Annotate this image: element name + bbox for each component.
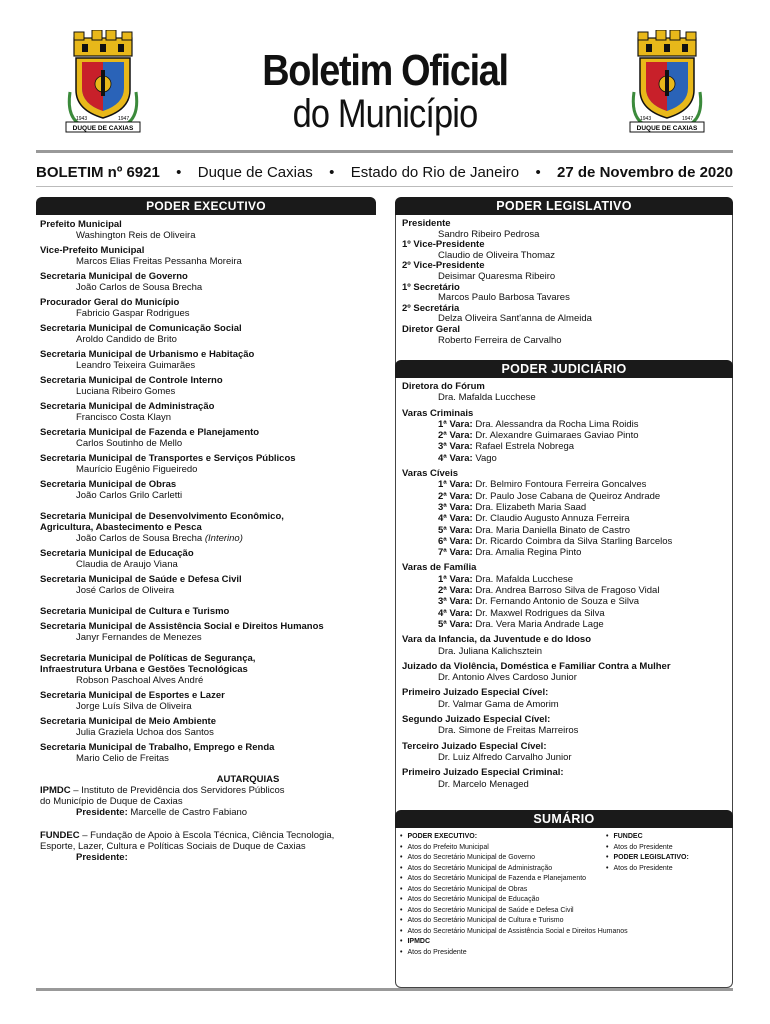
vara-judge: Dra. Mafalda Lucchese bbox=[472, 573, 574, 585]
entry-name bbox=[40, 386, 376, 397]
executivo-entry bbox=[40, 271, 376, 293]
separator: • bbox=[535, 163, 541, 181]
crown-icon bbox=[74, 30, 132, 56]
entry-role-continued: Agricultura, Abastecimento e Pesca bbox=[40, 522, 202, 533]
sumario-heading: SUMÁRIO bbox=[395, 810, 733, 828]
entry-name-text: João Carlos de Sousa Brecha bbox=[76, 282, 203, 293]
entry-name bbox=[40, 308, 376, 319]
vara-number: 4ª Vara: bbox=[438, 452, 473, 464]
president-label: Presidente: bbox=[76, 852, 128, 863]
vara-number: 2ª Vara: bbox=[438, 490, 473, 502]
fundec-abbr: FUNDEC bbox=[40, 830, 80, 841]
sumario-item-text: Atos do Secretário Municipal de Saúde e Defesa Civil bbox=[407, 906, 574, 914]
bullet-icon: • bbox=[606, 833, 609, 840]
court-judge: Dr. Valmar Gama de Amorim bbox=[438, 698, 559, 710]
ipmdc-abbr: IPMDC bbox=[40, 785, 71, 796]
entry-name-text: Jorge Luís Silva de Oliveira bbox=[76, 701, 192, 712]
entry-role: Secretaria Municipal de Administração bbox=[40, 401, 215, 412]
bullet-icon: • bbox=[400, 896, 403, 903]
vara-number: 3ª Vara: bbox=[438, 441, 473, 453]
vara-row bbox=[402, 513, 732, 524]
vara-row bbox=[402, 585, 732, 596]
judiciario-list bbox=[395, 378, 733, 820]
legislativo-name: Delza Oliveira Sant'anna de Almeida bbox=[438, 313, 592, 325]
entry-role: Procurador Geral do Município bbox=[40, 297, 180, 308]
autarquias-heading: AUTARQUIAS bbox=[216, 774, 280, 785]
vara-row bbox=[402, 430, 732, 441]
fundec-text: – Fundação de Apoio à Escola Técnica, Ciência Tecnologia, bbox=[79, 830, 335, 841]
entry-role-continued: Infraestrutura Urbana e Gestões Tecnológicas bbox=[40, 664, 248, 675]
vara-number: 1ª Vara: bbox=[438, 479, 473, 491]
vara-row bbox=[402, 453, 732, 464]
entry-name-text: Julia Graziela Uchoa dos Santos bbox=[76, 727, 214, 738]
entry-role: Secretaria Municipal de Fazenda e Planejamento bbox=[40, 427, 260, 438]
ipmdc-president bbox=[40, 807, 376, 818]
vara-row bbox=[402, 608, 732, 619]
vara-row bbox=[402, 619, 732, 630]
vara-judge: Dr. Fernando Antonio de Souza e Silva bbox=[472, 596, 640, 608]
vara-judge: Dr. Paulo Jose Cabana de Queiroz Andrade bbox=[472, 490, 661, 502]
vara-judge: Dra. Elizabeth Maria Saad bbox=[472, 501, 587, 513]
entry-name bbox=[40, 282, 376, 293]
bullet-icon: • bbox=[400, 917, 403, 924]
vara-judge: Dra. Andrea Barroso Silva de Fragoso Vidal bbox=[472, 585, 660, 597]
crest-year-left: 1943 bbox=[640, 116, 652, 122]
bullet-icon: • bbox=[400, 885, 403, 893]
entry-name bbox=[40, 256, 376, 267]
entry-name bbox=[40, 360, 376, 371]
sumario-item bbox=[400, 916, 628, 927]
sumario-item bbox=[400, 927, 628, 938]
vara-number: 4ª Vara: bbox=[438, 513, 473, 525]
vara-judge: Dra. Maria Daniella Binato de Castro bbox=[472, 524, 631, 536]
executivo-entry bbox=[40, 742, 376, 764]
entry-role: Secretaria Municipal de Transportes e Serviços Públicos bbox=[40, 453, 296, 464]
vara-number: 3ª Vara: bbox=[438, 596, 473, 608]
sumario-item-text: PODER EXECUTIVO: bbox=[407, 833, 478, 840]
legislativo-role: Diretor Geral bbox=[402, 323, 461, 335]
crest-year-right: 1947 bbox=[682, 116, 694, 122]
sumario-item bbox=[400, 832, 628, 843]
vara-group-label: Varas de Família bbox=[402, 562, 477, 574]
legislativo-list bbox=[395, 215, 733, 371]
vara-row bbox=[402, 419, 732, 430]
vara-judge: Dr. Alexandre Guimaraes Gaviao Pinto bbox=[472, 430, 639, 442]
entry-name-text: Francisco Costa Klayn bbox=[76, 412, 172, 423]
court-judge: Dr. Antonio Alves Cardoso Junior bbox=[438, 672, 577, 684]
sumario-column-2 bbox=[606, 832, 689, 874]
vara-group-label: Varas Criminais bbox=[402, 407, 474, 419]
crest-year-right: 1947 bbox=[118, 116, 130, 122]
sumario-item-text: FUNDEC bbox=[613, 833, 643, 840]
sumario-item-text: Atos do Secretário Municipal de Assistência Social e Direitos Humanos bbox=[407, 927, 628, 935]
info-rule bbox=[36, 186, 733, 187]
bullet-icon: • bbox=[400, 938, 403, 945]
ipmdc-text: – Instituto de Previdência dos Servidores Públicos bbox=[70, 785, 285, 796]
entry-name-text: Fabricio Gaspar Rodrigues bbox=[76, 308, 190, 319]
executivo-list bbox=[36, 215, 376, 863]
legislativo-name: Deisimar Quaresma Ribeiro bbox=[438, 270, 556, 282]
sumario-item-text: Atos do Secretário Municipal de Governo bbox=[407, 854, 536, 861]
entry-role: Secretaria Municipal de Cultura e Turismo bbox=[40, 606, 230, 617]
entry-name bbox=[40, 585, 376, 596]
executivo-entry bbox=[40, 323, 376, 345]
vara-number: 2ª Vara: bbox=[438, 430, 473, 442]
diretora-label: Diretora do Fórum bbox=[402, 381, 485, 392]
vara-row bbox=[402, 596, 732, 607]
sumario-item-text: Atos do Prefeito Municipal bbox=[407, 843, 489, 851]
bullet-icon: • bbox=[400, 864, 403, 872]
entry-name-text: Claudia de Araujo Viana bbox=[76, 559, 178, 570]
masthead bbox=[150, 48, 620, 134]
legislativo-name: Sandro Ribeiro Pedrosa bbox=[438, 228, 540, 240]
crest-label: DUQUE DE CAXIAS bbox=[72, 125, 134, 132]
court-judge: Dra. Juliana Kalichsztein bbox=[438, 645, 543, 657]
executivo-entry bbox=[40, 653, 376, 686]
entry-role: Secretaria Municipal de Trabalho, Emprego e Renda bbox=[40, 742, 275, 753]
sumario-item-text: Atos do Secretário Municipal de Cultura e Turismo bbox=[407, 917, 564, 924]
entry-name-text: Maurício Eugênio Figueiredo bbox=[76, 464, 198, 475]
court-judge: Dr. Luiz Alfredo Carvalho Junior bbox=[438, 751, 572, 763]
entry-name-text: Leandro Teixeira Guimarães bbox=[76, 360, 196, 371]
sumario-item bbox=[400, 885, 628, 896]
sumario-item bbox=[606, 853, 689, 864]
vara-row bbox=[402, 479, 732, 490]
entry-name bbox=[40, 675, 376, 686]
president-label: Presidente: bbox=[76, 807, 128, 818]
ipmdc-line bbox=[40, 785, 376, 796]
ipmdc-line-2: do Município de Duque de Caxias bbox=[40, 796, 183, 807]
bullet-icon: • bbox=[606, 843, 609, 851]
bullet-icon: • bbox=[400, 843, 403, 851]
fundec-president bbox=[40, 852, 376, 863]
sumario-item-text: Atos do Presidente bbox=[613, 864, 673, 872]
publication-date: 27 de Novembro de 2020 bbox=[557, 163, 733, 181]
court-label: Segundo Juizado Especial Cível: bbox=[402, 714, 551, 726]
sumario-item-text: Atos do Secretário Municipal de Fazenda e Planejamento bbox=[407, 875, 587, 882]
bullet-icon: • bbox=[606, 854, 609, 861]
vara-judge: Vago bbox=[472, 452, 497, 464]
vara-number: 1ª Vara: bbox=[438, 418, 473, 430]
entry-role: Secretaria Municipal de Assistência Social e Direitos Humanos bbox=[40, 621, 324, 632]
court-label: Primeiro Juizado Especial Cível: bbox=[402, 687, 549, 699]
sumario-section bbox=[395, 810, 733, 988]
bullet-icon: • bbox=[606, 864, 609, 872]
legislativo-role: 1º Secretário bbox=[402, 281, 460, 293]
executivo-entry bbox=[40, 375, 376, 397]
entry-name bbox=[40, 230, 376, 241]
court-judge: Dr. Marcelo Menaged bbox=[438, 778, 529, 790]
entry-role: Secretaria Municipal de Educação bbox=[40, 548, 194, 559]
vara-judge: Dr. Maxwel Rodrigues da Silva bbox=[472, 607, 605, 619]
vara-number: 2ª Vara: bbox=[438, 585, 473, 597]
top-rule bbox=[36, 150, 733, 153]
entry-role: Secretaria Municipal de Políticas de Segurança, bbox=[40, 653, 256, 664]
executivo-entry bbox=[40, 621, 376, 643]
vara-judge: Rafael Estrela Nobrega bbox=[472, 441, 575, 453]
vara-row bbox=[402, 574, 732, 585]
executivo-section bbox=[36, 197, 376, 863]
entry-name-text: Luciana Ribeiro Gomes bbox=[76, 386, 176, 397]
sumario-item-text: Atos do Secretário Municipal de Obras bbox=[407, 885, 528, 893]
court-label: Vara da Infancia, da Juventude e do Idoso bbox=[402, 634, 591, 646]
executivo-heading: PODER EXECUTIVO bbox=[36, 197, 376, 215]
sumario-item bbox=[400, 937, 628, 948]
state-name: Estado do Rio de Janeiro bbox=[350, 163, 520, 181]
legislativo-heading: PODER LEGISLATIVO bbox=[395, 197, 733, 215]
judiciario-section bbox=[395, 360, 733, 820]
entry-name-text: Aroldo Candido de Brito bbox=[76, 334, 177, 345]
entry-name-text: Marcos Elias Freitas Pessanha Moreira bbox=[76, 256, 242, 267]
executivo-entry bbox=[40, 401, 376, 423]
sumario-panel bbox=[395, 828, 733, 988]
entry-name bbox=[40, 334, 376, 345]
entry-name-text: Washington Reis de Oliveira bbox=[76, 230, 196, 241]
bottom-rule bbox=[36, 988, 733, 991]
crest-year-left: 1943 bbox=[76, 116, 88, 122]
executivo-entry bbox=[40, 219, 376, 241]
vara-number: 5ª Vara: bbox=[438, 618, 473, 630]
entry-name bbox=[40, 412, 376, 423]
sumario-item-text: Atos do Presidente bbox=[407, 948, 467, 956]
sumario-item bbox=[400, 864, 628, 875]
vara-judge: Dra. Vera Maria Andrade Lage bbox=[472, 618, 604, 630]
executivo-entry bbox=[40, 690, 376, 712]
separator: • bbox=[176, 163, 182, 181]
sumario-item-text: IPMDC bbox=[407, 938, 431, 945]
vara-number: 1ª Vara: bbox=[438, 573, 473, 585]
municipal-crest-right bbox=[626, 30, 708, 134]
sumario-item bbox=[400, 895, 628, 906]
entry-name bbox=[40, 464, 376, 475]
entry-name bbox=[40, 753, 376, 764]
vara-judge: Dr. Claudio Augusto Annuza Ferreira bbox=[472, 513, 630, 525]
entry-name bbox=[40, 490, 376, 501]
bullet-icon: • bbox=[400, 875, 403, 882]
sumario-item bbox=[606, 832, 689, 843]
executivo-entry bbox=[40, 574, 376, 596]
sumario-item bbox=[400, 874, 628, 885]
vara-judge: Dra. Alessandra da Rocha Lima Roidis bbox=[472, 418, 639, 430]
sumario-item bbox=[400, 906, 628, 917]
sumario-item bbox=[400, 853, 628, 864]
vara-number: 4ª Vara: bbox=[438, 607, 473, 619]
entry-role: Secretaria Municipal de Obras bbox=[40, 479, 177, 490]
legislativo-role: Presidente bbox=[402, 218, 451, 229]
vara-number: 5ª Vara: bbox=[438, 524, 473, 536]
legislativo-role: 2º Vice-Presidente bbox=[402, 260, 485, 272]
entry-name-text: José Carlos de Oliveira bbox=[76, 585, 175, 596]
entry-name-text: Carlos Soutinho de Mello bbox=[76, 438, 183, 449]
sumario-item bbox=[606, 843, 689, 854]
entry-name-text: Robson Paschoal Alves André bbox=[76, 675, 204, 686]
executivo-entry bbox=[40, 427, 376, 449]
court-label: Terceiro Juizado Especial Cível: bbox=[402, 740, 547, 752]
vara-group-label: Varas Cíveis bbox=[402, 468, 458, 480]
entry-name bbox=[40, 533, 376, 544]
entry-role: Secretaria Municipal de Esportes e Lazer bbox=[40, 690, 225, 701]
fundec-line bbox=[40, 830, 376, 841]
sumario-item-text: Atos do Secretário Municipal de Administração bbox=[407, 864, 553, 872]
masthead-subtitle: do Município bbox=[292, 92, 478, 136]
sumario-item-text: Atos do Secretário Municipal de Educação bbox=[407, 896, 540, 903]
vara-judge: Dr. Ricardo Coimbra da Silva Starling Barcelos bbox=[472, 535, 673, 547]
autarquias-block bbox=[40, 774, 376, 863]
entry-role: Secretaria Municipal de Controle Interno bbox=[40, 375, 223, 386]
vara-judge: Dra. Amalia Regina Pinto bbox=[472, 547, 582, 559]
entry-name-text: João Carlos Grilo Carletti bbox=[76, 490, 183, 501]
fundec-line-2: Esporte, Lazer, Cultura e Políticas Sociais de Duque de Caxias bbox=[40, 841, 306, 852]
bullet-icon: • bbox=[400, 833, 403, 840]
entry-role: Secretaria Municipal de Urbanismo e Habitação bbox=[40, 349, 255, 360]
legislativo-name: Roberto Ferreira de Carvalho bbox=[438, 334, 562, 346]
legislativo-name: Marcos Paulo Barbosa Tavares bbox=[438, 292, 570, 304]
separator: • bbox=[329, 163, 335, 181]
entry-role: Secretaria Municipal de Saúde e Defesa Civil bbox=[40, 574, 242, 585]
legislativo-role: 1º Vice-Presidente bbox=[402, 239, 485, 251]
sumario-item-text: PODER LEGISLATIVO: bbox=[613, 854, 689, 861]
court-judge: Dra. Simone de Freitas Marreiros bbox=[438, 725, 579, 737]
executivo-entry bbox=[40, 349, 376, 371]
sumario-item bbox=[606, 864, 689, 875]
entry-name bbox=[40, 632, 376, 643]
executivo-entry bbox=[40, 297, 376, 319]
entry-name bbox=[40, 559, 376, 570]
bullet-icon: • bbox=[400, 948, 403, 956]
vara-row bbox=[402, 536, 732, 547]
entry-name-text: João Carlos de Sousa Brecha bbox=[76, 533, 203, 544]
sumario-column-1 bbox=[400, 832, 628, 958]
legislativo-section bbox=[395, 197, 733, 371]
sumario-item-text: Atos do Presidente bbox=[613, 843, 673, 851]
entry-role: Secretaria Municipal de Desenvolvimento Econômico, bbox=[40, 511, 284, 522]
vara-number: 3ª Vara: bbox=[438, 501, 473, 513]
vara-judge: Dr. Belmiro Fontoura Ferreira Goncalves bbox=[472, 479, 647, 491]
vara-row bbox=[402, 441, 732, 452]
city-name: Duque de Caxias bbox=[197, 163, 313, 181]
vara-row bbox=[402, 491, 732, 502]
court-label: Primeiro Juizado Especial Criminal: bbox=[402, 767, 564, 779]
masthead-title: Boletim Oficial bbox=[262, 46, 508, 95]
sumario-item bbox=[400, 843, 628, 854]
entry-role: Secretaria Municipal de Meio Ambiente bbox=[40, 716, 216, 727]
vara-row bbox=[402, 547, 732, 558]
sumario-item bbox=[400, 948, 628, 959]
vara-number: 6ª Vara: bbox=[438, 535, 473, 547]
info-bar bbox=[36, 160, 733, 184]
entry-note: (Interino) bbox=[204, 533, 243, 544]
crown-icon bbox=[638, 30, 696, 56]
executivo-entry bbox=[40, 479, 376, 501]
entry-role: Prefeito Municipal bbox=[40, 219, 122, 230]
boletim-number: BOLETIM nº 6921 bbox=[36, 163, 160, 181]
entry-name bbox=[40, 701, 376, 712]
executivo-entry bbox=[40, 548, 376, 570]
executivo-entry bbox=[40, 511, 376, 544]
executivo-entry bbox=[40, 453, 376, 475]
entry-name-text: Mario Celio de Freitas bbox=[76, 753, 169, 764]
entry-role: Vice-Prefeito Municipal bbox=[40, 245, 145, 256]
entry-role: Secretaria Municipal de Comunicação Social bbox=[40, 323, 242, 334]
vara-row bbox=[402, 502, 732, 513]
vara-number: 7ª Vara: bbox=[438, 547, 473, 559]
diretora-name: Dra. Mafalda Lucchese bbox=[438, 392, 536, 404]
entry-name bbox=[40, 727, 376, 738]
crest-label: DUQUE DE CAXIAS bbox=[636, 125, 698, 132]
municipal-crest-left bbox=[62, 30, 144, 134]
bullet-icon: • bbox=[400, 927, 403, 935]
president-name: Marcelle de Castro Fabiano bbox=[127, 807, 248, 818]
court-label: Juizado da Violência, Doméstica e Familiar Contra a Mulher bbox=[402, 660, 671, 672]
bullet-icon: • bbox=[400, 906, 403, 914]
executivo-entry bbox=[40, 606, 376, 617]
judiciario-heading: PODER JUDICIÁRIO bbox=[395, 360, 733, 378]
entry-name-text: Janyr Fernandes de Menezes bbox=[76, 632, 202, 643]
vara-row bbox=[402, 525, 732, 536]
bullet-icon: • bbox=[400, 854, 403, 861]
legislativo-role: 2º Secretária bbox=[402, 302, 460, 314]
executivo-entry bbox=[40, 245, 376, 267]
executivo-entry bbox=[40, 716, 376, 738]
legislativo-name: Claudio de Oliveira Thomaz bbox=[438, 249, 556, 261]
entry-name bbox=[40, 438, 376, 449]
entry-role: Secretaria Municipal de Governo bbox=[40, 271, 188, 282]
